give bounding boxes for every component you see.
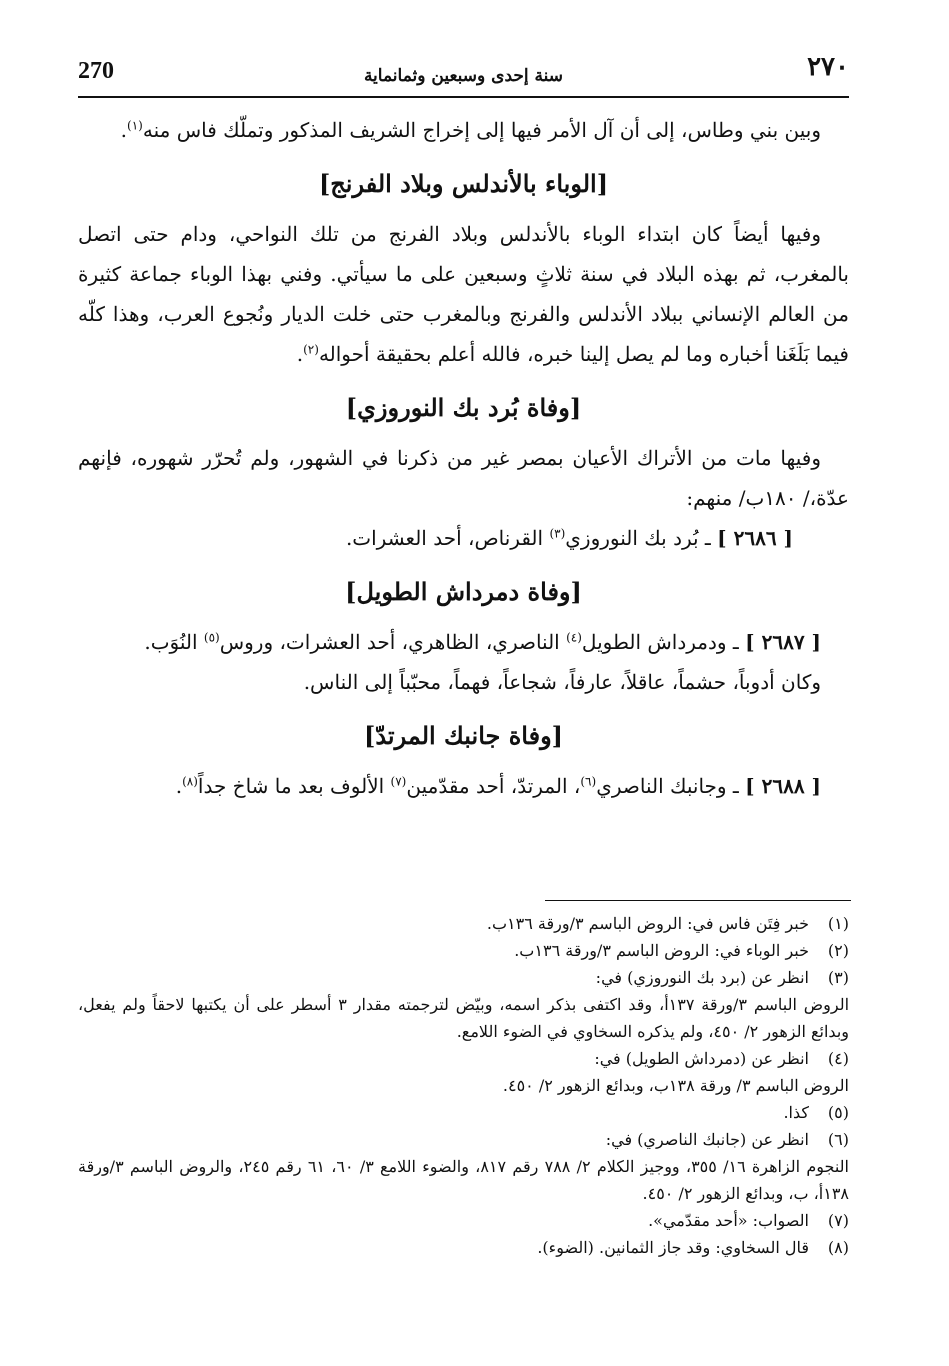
paragraph — [78, 214, 849, 374]
section-heading: [الوباء بالأندلس وبلاد الفرنج] — [318, 169, 609, 198]
footnote-number: (٤) — [827, 1049, 849, 1068]
entry-text: القرناص، أحد العشرات. — [345, 526, 550, 550]
footnote-ref[interactable]: (٣) — [549, 526, 566, 541]
section-heading: [وفاة دمرداش الطويل] — [345, 577, 582, 606]
footnote — [78, 1126, 849, 1153]
footnote — [78, 937, 849, 964]
section-heading: [وفاة جانبك المرتدّ] — [363, 721, 564, 750]
footnote — [78, 1045, 849, 1072]
footnotes — [78, 910, 849, 1261]
paragraph-text: وفيها أيضاً كان ابتداء الوباء بالأندلس وبلاد الفرنج من تلك النواحي، ودام حتى اتصل بالمغرب، ثم بهذه البلاد في سنة ثلاثٍ وسبعين على ما سيأتي. وفني بهذا الوباء جماعة كثيرة من العالم الإنساني ببلاد الأندلس والفرنج وبالمغرب حتى خلت الديار ونُجوع العرب، وهذا كلّه فيما بَلَغَنا أخباره وما لم يصل إلينا خبره، فالله أعلم بحقيقة أحواله — [78, 222, 849, 366]
punctuation: . — [175, 774, 183, 798]
page-number-arabic: ٢٧٠ — [807, 52, 849, 82]
page-number-latin: 270 — [78, 58, 114, 84]
paragraph: وكان أدوباً، حشماً، عاقلاً، عارفاً، شجاعاً، فهماً، محبّباً إلى الناس. — [303, 670, 821, 694]
section-heading: [وفاة بُرد بك النوروزي] — [345, 393, 582, 422]
footnote — [78, 1234, 849, 1261]
entry-text: ـ وجانبك الناصري — [596, 774, 746, 798]
footnote-text: خبر الوباء في: الروض الباسم ٣/ورقة ١٣٦ب. — [514, 941, 809, 960]
footnote-text: انظر عن (برد بك النوروزي) في: — [595, 968, 809, 987]
footnote-number: (٢) — [827, 941, 849, 960]
footnote-text: خبر فِتَن فاس في: الروض الباسم ٣/ورقة ١٣٦ب. — [486, 914, 809, 933]
biography-entry — [78, 622, 849, 662]
footnote-number: (٨) — [827, 1238, 849, 1257]
footnote-number: (٥) — [827, 1103, 849, 1122]
footnote-text: انظر عن (دمرداش الطويل) في: — [594, 1049, 809, 1068]
footnote — [78, 1099, 849, 1126]
entry-text: الألوف بعد ما شاخ جداً — [197, 774, 391, 798]
footnote-ref[interactable]: (٧) — [390, 774, 407, 789]
footnote-ref[interactable]: (٤) — [566, 630, 582, 645]
footnote — [78, 1207, 849, 1234]
footnote-number: (٧) — [827, 1211, 849, 1230]
footnote-ref[interactable]: (٢) — [303, 342, 319, 357]
entry-text: الناصري، الظاهري، أحد العشرات، وروس — [219, 630, 567, 654]
main-text — [78, 110, 849, 806]
footnote-continuation: الروض الباسم ٣/ ورقة ١٣٨ب، وبدائع الزهور ٢/ ٤٥٠. — [502, 1076, 849, 1095]
entry-text: ـ ودمرداش الطويل — [581, 630, 746, 654]
footnote-text: الصواب: «أحد مقدّمي». — [648, 1211, 809, 1230]
paragraph-text: وبين بني وطاس، إلى أن آل الأمر فيها إلى إخراج الشريف المذكور وتملّك فاس منه — [142, 118, 821, 142]
footnote-ref[interactable]: (٦) — [580, 774, 597, 789]
footnote-continuation: النجوم الزاهرة ١٦/ ٣٥٥، ووجيز الكلام ٢/ ٧٨٨ رقم ٨١٧، والضوء اللامع ٣/ ٦٠، ٦١ رقم ٢٤٥، والروض الباسم ٣/ورقة ١٣٨أ، ب، وبدائع الزهور ٢/ ٤٥٠. — [78, 1157, 850, 1203]
entry-text: ـ بُرد بك النوروزي — [565, 526, 718, 550]
entry-number: [ ٢٦٨٧ ] — [745, 630, 821, 654]
footnote — [78, 964, 849, 991]
punctuation: . — [120, 118, 128, 142]
footnote-text: كذا. — [783, 1103, 809, 1122]
footnote-divider — [545, 900, 851, 901]
entry-text: النُوَب. — [144, 630, 204, 654]
footnote-number: (١) — [827, 914, 849, 933]
punctuation: . — [296, 342, 304, 366]
footnote-text: انظر عن (جانبك الناصري) في: — [605, 1130, 809, 1149]
footnote — [78, 910, 849, 937]
footnote-ref[interactable]: (٥) — [203, 630, 220, 645]
footnote-number: (٣) — [827, 968, 849, 987]
footnote-number: (٦) — [827, 1130, 849, 1149]
footnote-ref[interactable]: (٨) — [182, 774, 198, 789]
footnote-continuation: الروض الباسم ٣/ورقة ١٣٧أ، وقد اكتفى بذكر اسمه، وبيّض لترجمته مقدار ٣ أسطر على أن يكتبها لاحقاً ولم يفعل، وبدائع الزهور ٢/ ٤٥٠، ولم يذكره السخاوي في الضوء اللامع. — [78, 995, 850, 1041]
entry-text: ، المرتدّ، أحد مقدّمين — [406, 774, 581, 798]
biography-entry — [78, 518, 849, 558]
biography-entry — [78, 766, 849, 806]
running-title: سنة إحدى وسبعين وثمانماية — [363, 66, 564, 86]
entry-number: [ ٢٦٨٦ ] — [717, 526, 793, 550]
footnote-ref[interactable]: (١) — [127, 118, 143, 133]
entry-number: [ ٢٦٨٨ ] — [745, 774, 821, 798]
page-header — [78, 52, 849, 98]
footnote-text: قال السخاوي: وقد جاز الثمانين. (الضوء). — [537, 1238, 809, 1257]
paragraph-continuation — [78, 110, 849, 150]
paragraph: وفيها مات من الأتراك الأعيان بمصر غير من ذكرنا في الشهور، ولم تُحرّر شهوره، فإنهم عدّة،/ ١٨٠ب/ منهم: — [78, 446, 849, 510]
